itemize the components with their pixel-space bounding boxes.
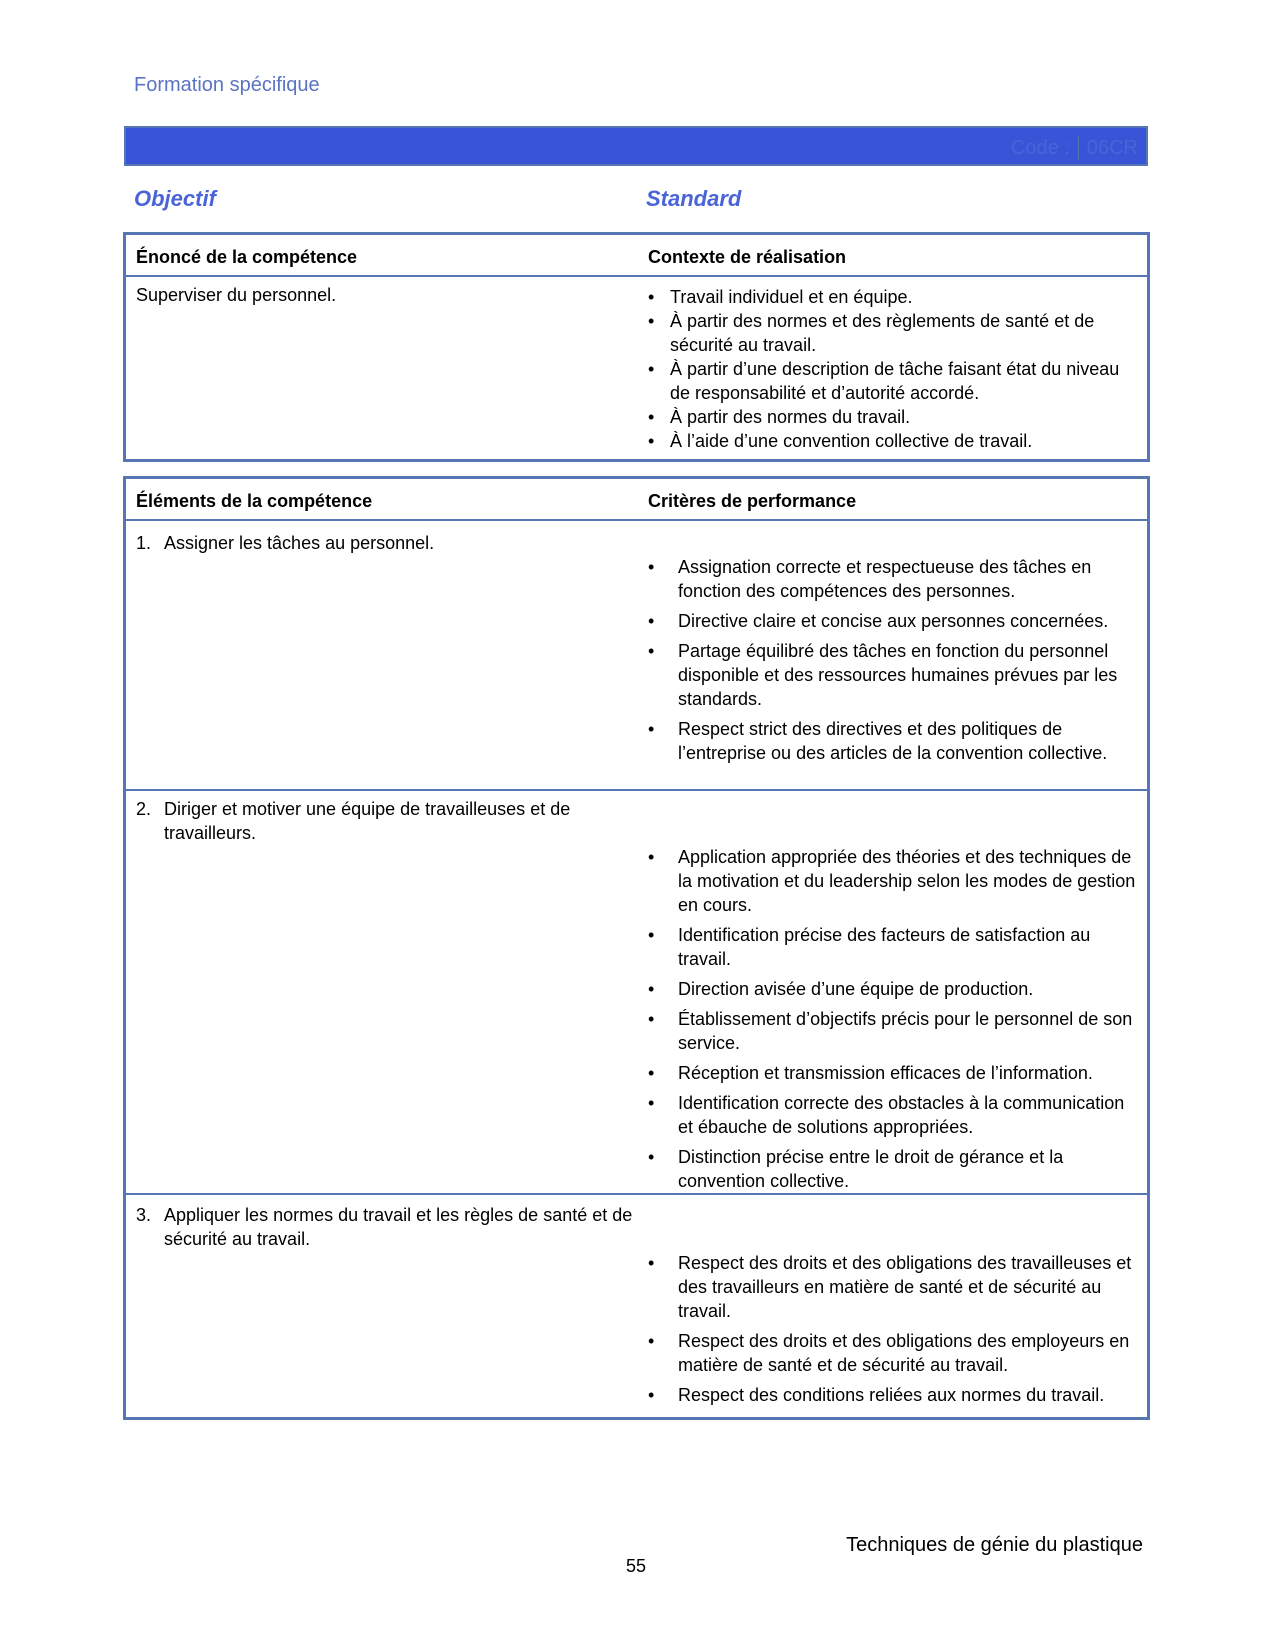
list-item: • Identification correcte des obstacles à la communication et ébauche de solutions appropriées. (648, 1091, 1136, 1139)
competence-box (123, 232, 1150, 462)
element-text: Assigner les tâches au personnel. (164, 533, 435, 553)
competence-statement: Superviser du personnel. (136, 285, 337, 305)
element-text: Diriger et motiver une équipe de travailleuses et de travailleurs. (164, 799, 571, 843)
list-item: • Application appropriée des théories et des techniques de la motivation et du leadership selon les modes de gestion en cours. (648, 845, 1136, 917)
list-item: • Assignation correcte et respectueuse des tâches en fonction des compétences des personnes. (648, 555, 1136, 603)
list-item: • Directive claire et concise aux personnes concernées. (648, 609, 1136, 633)
list-item: • Partage équilibré des tâches en fonction du personnel disponible et des ressources humaines prévues par les standards. (648, 639, 1136, 711)
element-number: 2. (136, 799, 152, 819)
code-bar (124, 126, 1148, 166)
list-item: • Identification précise des facteurs de satisfaction au travail. (648, 923, 1136, 971)
element-number: 3. (136, 1205, 152, 1225)
criteria-list (648, 1251, 1136, 1407)
element-item (136, 797, 644, 845)
list-item: • À partir des normes et des règlements de santé et de sécurité au travail. (648, 309, 1136, 357)
list-item: • À partir des normes du travail. (648, 405, 1136, 429)
list-item: • Direction avisée d’une équipe de production. (648, 977, 1136, 1001)
list-item: • Respect des droits et des obligations des travailleuses et des travailleurs en matière de santé et de sécurité au travail. (648, 1251, 1136, 1323)
list-item: • Travail individuel et en équipe. (648, 285, 1136, 309)
row-divider (126, 275, 1147, 277)
element-item (136, 1203, 644, 1251)
list-item: • Respect strict des directives et des politiques de l’entreprise ou des articles de la convention collective. (648, 717, 1136, 765)
heading-objectif: Objectif (134, 186, 216, 211)
elements-box (123, 476, 1150, 1420)
section-label: Formation spécifique (134, 74, 320, 96)
list-item: • Distinction précise entre le droit de gérance et la convention collective. (648, 1145, 1136, 1193)
element-row-2 (126, 797, 1147, 1191)
list-item: • Respect des conditions reliées aux normes du travail. (648, 1383, 1136, 1407)
footer-program-title: Techniques de génie du plastique (846, 1534, 1143, 1556)
elements-right-header: Critères de performance (648, 491, 857, 511)
criteria-list (648, 845, 1136, 1193)
row-divider (126, 519, 1147, 521)
element-row-3 (126, 1203, 1147, 1405)
code-label-group (1011, 136, 1138, 160)
context-list-container (648, 285, 1136, 453)
context-list (648, 285, 1136, 453)
code-separator (1078, 136, 1079, 160)
element-number: 1. (136, 533, 152, 553)
criteria-container (648, 845, 1136, 1199)
elements-left-header: Éléments de la compétence (136, 491, 373, 511)
list-item: • À partir d’une description de tâche faisant état du niveau de responsabilité et d’autorité accordé. (648, 357, 1136, 405)
list-item: • Établissement d’objectifs précis pour le personnel de son service. (648, 1007, 1136, 1055)
element-item (136, 531, 644, 555)
element-row-1 (126, 531, 1147, 763)
criteria-container (648, 1251, 1136, 1413)
element-text: Appliquer les normes du travail et les règles de santé et de sécurité au travail. (164, 1205, 633, 1249)
page-number: 55 (626, 1556, 647, 1576)
list-item: • À l’aide d’une convention collective de travail. (648, 429, 1136, 453)
row-divider (126, 789, 1147, 791)
criteria-container (648, 555, 1136, 771)
code-value: 06CR (1086, 136, 1138, 159)
row-divider (126, 1193, 1147, 1195)
code-label: Code : (1010, 136, 1070, 159)
criteria-list (648, 555, 1136, 765)
list-item: • Respect des droits et des obligations des employeurs en matière de santé et de sécurité au travail. (648, 1329, 1136, 1377)
competence-left-header: Énoncé de la compétence (136, 247, 358, 267)
heading-standard: Standard (646, 186, 742, 211)
competence-right-header: Contexte de réalisation (648, 247, 847, 267)
list-item: • Réception et transmission efficaces de l’information. (648, 1061, 1136, 1085)
